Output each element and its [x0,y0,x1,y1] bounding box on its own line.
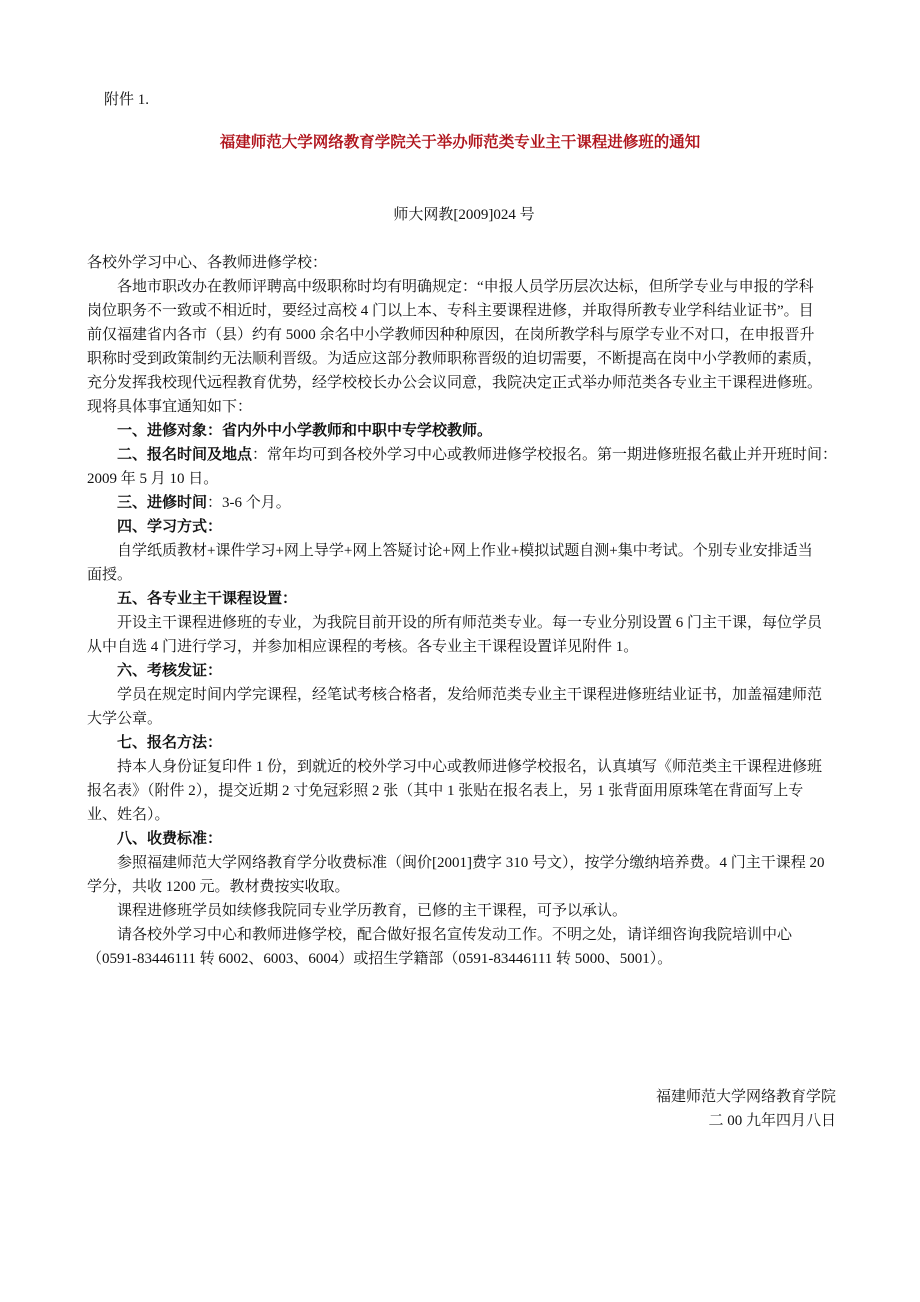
section-7-heading: 七、报名方法： [117,735,223,751]
section-8-heading: 八、收费标准： [117,831,223,847]
intro-line: 充分发挥我校现代远程教育优势，经学校校长办公会议同意，我院决定正式举办师范类各专业主干课程进修班。 [87,375,823,391]
intro-line: 现将具体事宜通知如下： [87,399,253,415]
intro-line: 各地市职改办在教师评聘高中级职称时均有明确规定：“申报人员学历层次达标，但所学专业与申报的学科 [117,279,814,295]
section-4-body: 自学纸质教材+课件学习+网上导学+网上答疑讨论+网上作业+模拟试题自测+集中考试。个别专业安排适当 [117,543,813,559]
closing-paragraph: 请各校外学习中心和教师进修学校，配合做好报名宣传发动工作。不明之处，请详细咨询我院培训中心 [117,927,793,943]
section-2-line [87,443,838,467]
signature: 福建师范大学网络教育学院 [655,1089,836,1105]
section-3-line [87,491,838,515]
section-2-text: ：常年均可到各校外学习中心或教师进修学校报名。第一期进修班报名截止并开班时间： [252,447,838,463]
intro-line: 岗位职务不一致或不相近时，要经过高校 4 门以上本、专科主要课程进修，并取得所教专业学科结业证书”。目 [87,303,814,319]
section-7-body: 报名表》（附件 2），提交近期 2 寸免冠彩照 2 张（其中 1 张贴在报名表上，另 1 张背面用原珠笔在背面写上专 [87,783,804,799]
section-8-body: 参照福建师范大学网络教育学分收费标准（闽价[2001]费字 310 号文），按学分缴纳培养费。4 门主干课程 20 [117,855,825,871]
section-6-body: 大学公章。 [87,711,163,727]
section-2-cont: 2009 年 5 月 10 日。 [87,471,219,487]
section-1-heading: 一、进修对象：省内外中小学教师和中职中专学校教师。 [117,423,493,439]
section-7-body: 持本人身份证复印件 1 份，到就近的校外学习中心或教师进修学校报名，认真填写《师范类主干课程进修班 [117,759,823,775]
salutation: 各校外学习中心、各教师进修学校： [87,255,328,271]
section-8-body: 学分，共收 1200 元。教材费按实收取。 [87,879,350,895]
intro-line: 前仅福建省内各市（县）约有 5000 余名中小学教师因种种原因，在岗所教学科与原学专业不对口，在申报晋升 [87,327,815,343]
section-5-body: 开设主干课程进修班的专业，为我院目前开设的所有师范类专业。每一专业分别设置 6 门主干课，每位学员 [117,615,823,631]
section-5-body: 从中自选 4 门进行学习，并参加相应课程的考核。各专业主干课程设置详见附件 1。 [87,639,639,655]
attachment-label: 附件 1. [104,92,150,108]
section-3-text: ：3-6 个月。 [207,495,291,511]
document-title: 福建师范大学网络教育学院关于举办师范类专业主干课程进修班的通知 [219,134,701,151]
section-4-heading: 四、学习方式： [117,519,223,535]
closing-paragraph: （0591-83446111 转 6002、6003、6004）或招生学籍部（0591-83446111 转 5000、5001）。 [87,951,673,967]
note-paragraph: 课程进修班学员如续修我院同专业学历教育，已修的主干课程，可予以承认。 [117,903,628,919]
date: 二 00 九年四月八日 [708,1113,836,1129]
section-2-heading: 二、报名时间及地点 [117,447,253,463]
section-4-body: 面授。 [87,567,133,583]
section-5-heading: 五、各专业主干课程设置： [117,591,298,607]
section-7-body: 业、姓名）。 [87,807,170,823]
document-number: 师大网教[2009]024 号 [393,207,535,223]
section-6-body: 学员在规定时间内学完课程，经笔试考核合格者，发给师范类专业主干课程进修班结业证书，加盖福建师范 [117,687,823,703]
intro-line: 职称时受到政策制约无法顺利晋级。为适应这部分教师职称晋级的迫切需要，不断提高在岗中小学教师的素质， [87,351,823,367]
section-3-heading: 三、进修时间 [117,495,208,511]
section-6-heading: 六、考核发证： [117,663,223,679]
